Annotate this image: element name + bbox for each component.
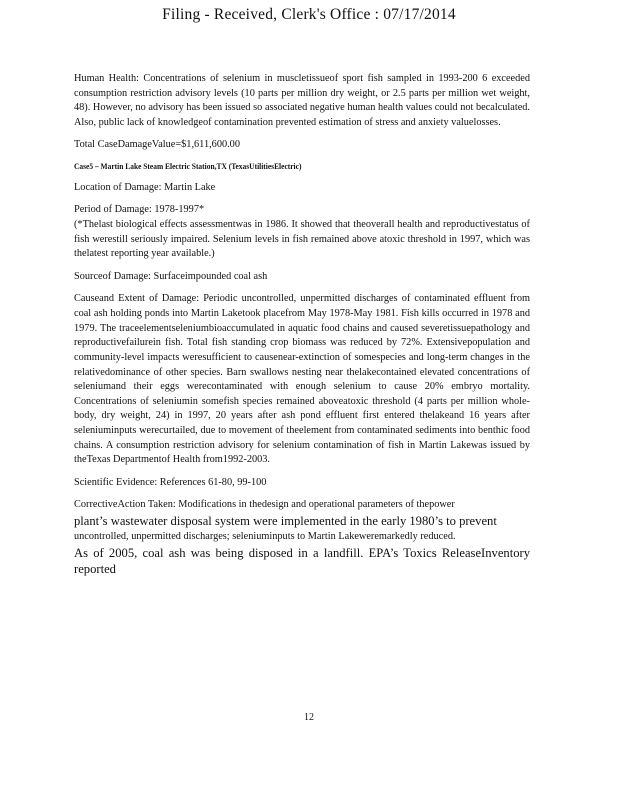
cause-extent-paragraph: Causeand Extent of Damage: Periodic uncontrolled, unpermitted discharges of contaminated effluent from coal ash holding ponds into Martin Laketook placefrom May 1978-May 1981. Fish kills occurred in 1978 and 1979. The traceelementseleniumbioaccumulated in aquatic food chains and caused severetissuepathology and reproductivefailurein fish. Total fish standing crop biomass was reduced by 72%. Extensivepopulation and community-level impacts weresufficient to causenear-extinction of somespecies and long-term changes in the relativedominance of other species. Barn swallows nesting near thelakecontained elevated concentrations of seleniumand their eggs werecontaminated with enough selenium to cause 20% embryo mortality. Concentrations of seleniumin somefish species remained aboveatoxic threshold (4 parts per million whole-body, dry weight, 24) in 1997, 20 years after ash pond effluent first entered thelakeand 16 years after seleniuminputs werecurtailed, due to movement of theelement from contaminated sediments into benthic food chains. A consumption restriction advisory for selenium contamination of fish in Martin Lakewas issued by theTexas Departmentof Health from1992-2003.	[74, 293, 530, 466]
total-damage-line: Total CaseDamageValue=$1,611,600.00	[74, 139, 240, 151]
case-title: Case5 – Martin Lake Steam Electric Station,TX (TexasUtilitiesElectric)	[74, 162, 302, 172]
scientific-evidence-line: Scientific Evidence: References 61-80, 99-100	[74, 476, 267, 488]
human-health-paragraph: Human Health: Concentrations of selenium in muscletissueof sport fish sampled in 1993-200 6 exceeded consumption restriction advisory levels (10 parts per million dry weight, or 2.5 parts per million wet weight, 48). However, no advisory has been issued so associated negative human health values could not becalculated. Also, public lack of knowledgeof contamination prevented estimation of stress and anxiety valuelosses.	[74, 73, 530, 128]
corrective-line-1: CorrectiveAction Taken: Modifications in thedesign and operational parameters of thepower	[74, 499, 455, 511]
corrective-line-3: uncontrolled, unpermitted discharges; seleniuminputs to Martin Lakeweremarkedly reduced.	[74, 530, 456, 542]
period-line: Period of Damage: 1978-1997*	[74, 204, 205, 216]
document-body	[74, 72, 530, 586]
period-note: (*Thelast biological effects assessmentwas in 1986. It showed that theoverall health and reproductivestatus of fish werestill seriously impaired. Selenium levels in fish remained above atoxic threshold in 1997, which was thelatest reporting year available.)	[74, 219, 530, 260]
corrective-line-4: As of 2005, coal ash was being disposed in a landfill. EPA’s Toxics ReleaseInventory reported	[74, 545, 530, 577]
corrective-action-paragraph	[74, 498, 530, 578]
corrective-line-2: plant’s wastewater disposal system were implemented in the early 1980’s to prevent	[74, 514, 497, 529]
source-line: Sourceof Damage: Surfaceimpounded coal ash	[74, 270, 268, 282]
filing-header: Filing - Received, Clerk's Office : 07/17/2014	[162, 6, 456, 23]
location-line: Location of Damage: Martin Lake	[74, 181, 216, 193]
page-number: 12	[304, 712, 314, 723]
